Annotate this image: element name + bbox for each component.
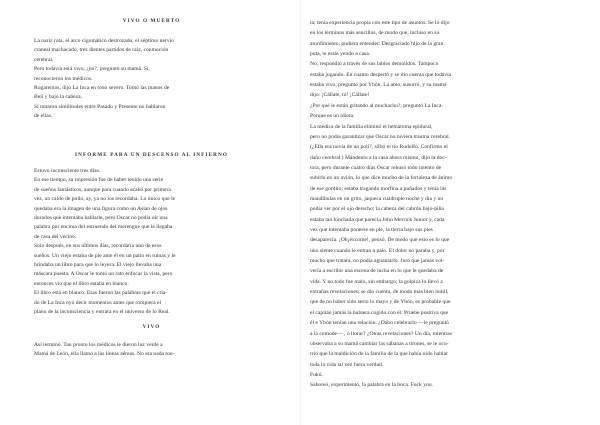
text-line: ¿Por qué le están gritando al muchacho?, preguntó La Inca. [310, 102, 443, 109]
text-line: dorados que intentaba hablarle, pero Oscar no podía oír una [34, 215, 168, 221]
page-gutter [300, 0, 301, 425]
text-line: plano de la inconsciencia y entrara en el universo de lo Real. [34, 309, 170, 315]
text-line: do de La Inca oyó decir momentos antes que rompiera el [34, 299, 162, 306]
text-line: que de no haber sido serio lo mayo y de Ybón, es probable que [310, 299, 451, 306]
text-line: podía ver por el ojo derecho; la cabeza del cabrón bajo-piña [310, 206, 444, 213]
text-line: él e Ybón tenían una relación. ¿Dabo celebrarlo —le preguntó [310, 320, 449, 327]
text-line: Sí notaron similitudes entre Pasado y Presente no hablaron [34, 103, 166, 110]
section-title-vivo-o-muerto: VIVO O MUERTO [122, 18, 181, 24]
text-line: máscara puesta. A Oscar le tomó un rato enfocar la vista, pero [34, 271, 173, 278]
text-line: Mamá de León, ella llamó a las líneas aéreas. No era nada ton- [34, 351, 175, 358]
text-line: quedaba era la imagen de una figura como un Aslan de ojos [34, 205, 168, 212]
text-line: Fukú. [310, 371, 323, 378]
text-line: cerebral. [34, 56, 54, 63]
text-line: estaba jugando. En cuanto despertó y se dio cuenta que todavía [310, 71, 452, 78]
text-line: Así terminó. Tan pronto los médicos le dieron luz verde a [34, 342, 163, 348]
text-line: en los términos más sencillos, de modo que, incluso en su [310, 30, 440, 37]
text-line: palabra por encima del estruendo del merengue que le llegaba [34, 224, 173, 231]
text-line: Beli y bajó la cabeza. [34, 94, 82, 101]
text-line: de ese gordito; estaba tragando morfina a puñados y tenía las [310, 185, 447, 192]
text-line: La nariz rota, el arco cigomático destrozado, el séptimo nervio [34, 38, 174, 44]
text-line: extrañas revelaciones; se dio cuenta, de modo más bien inútil, [310, 289, 449, 296]
text-line: pero no podía garantizar que Oscar no tuviera trauma cerebral. [310, 133, 451, 140]
text-line: Estuvo inconsciente tres días. [34, 168, 101, 174]
text-line: Saboreó, experimentó, la palabra en la boca. Fuck you. [310, 382, 434, 389]
text-line: daño cerebral.) Mándenlo a la casa ahora mismo, dijo la doc- [310, 154, 447, 161]
text-line: rrió que la maldición de la familia de la que había oído hablar [310, 351, 448, 358]
text-line: No, respondió a través de sus labios demolidos. Tampoco [310, 61, 439, 68]
text-line: toda la vida tal vez fuera verdad. [310, 361, 384, 368]
text-line: el capitán jamás la hubiera cogido con él. Pruebe positiva que [310, 309, 449, 316]
text-line: subirlo en un avión, lo que dice mucho de la fortaleza de ánimo [310, 175, 453, 182]
left-page [34, 0, 269, 425]
text-line: Rogaremos, dijo La Inca en tono severo. Tomó las manos de [34, 85, 170, 91]
text-line: de sueños fantásticos, aunque para cuando acabó por primera [34, 186, 171, 193]
text-line: desaparecía. ¡Oh¡éxcome!, pensó. De modo que esto es lo que [310, 237, 450, 244]
text-line: entonces vio que el libro estaba en blanco. [34, 280, 129, 287]
text-line: estaba vivo, preguntó por Ybón. La amo, susurró, y su mamá [310, 82, 447, 89]
text-line: uno siente cuando le entran a palo. El dolor no paraba y, por [310, 247, 445, 254]
text-line: vez que intentaba ponerse en pie, la tierra bajo sus pies [310, 227, 433, 233]
text-line: vería a escribir una escena de lucha en lo que le quedaba de [310, 268, 444, 275]
text-line: mandíbulas en un grito, jaqueca cuádruple noche y día y no [310, 195, 444, 202]
text-line: dijo: ¡Cállate, tú! ¡Cállate! [310, 92, 370, 99]
text-line: puta, te estás yendo a casa. [310, 51, 371, 58]
text-line: En ese tiempo, su impresión fue de haber tenido una serie [34, 177, 164, 184]
section-title-vivo: VIVO [142, 324, 161, 330]
text-line: La médica de la familia eliminó el hematoma epidural, [310, 123, 433, 130]
text-line: brindaba un libro para que lo leyera. El viejo llevaba una [34, 262, 162, 268]
right-page [310, 0, 542, 425]
text-line: Solo después, en sus últimos días, recordaría uno de esos [34, 243, 162, 250]
text-line: observaba a su mamá cambiar las sábanas a tirones, se le ocu- [310, 340, 449, 347]
text-line: vida. Y no todo fue malo, sin embargo; la golpiza lo llevó a [310, 278, 443, 285]
text-line: sueños. Un viejo estaba de pie ante él en un patio en ruinas y le [34, 252, 176, 259]
text-line: vez, un caldo de pollo, ay, ya no los recordaba. Lo único que le [34, 196, 176, 203]
text-line: ta; tenía experiencia propia con este tipo de asuntos. Se lo dijo [310, 20, 450, 26]
text-line: a la comode— , o llorar? ¿Otras revelaciones? Un día, mientras [310, 330, 452, 337]
text-line: estaba tan hinchada que parecía John Merrick Junior y, cada [310, 216, 445, 223]
text-line: aturdimiento, pudiera entender: Desgraciado hijo de la gran [310, 40, 444, 47]
section-title-informe: INFORME PARA UN DESCENSO AL INFIERNO [75, 152, 228, 158]
text-line: (¿Ella era novia de un poli?, silbó el tío Rudolfo. Confirmo el [310, 144, 448, 151]
text-line: craneal machacado, tres dientes partidos de raíz, conmoción [34, 47, 169, 54]
text-line: El libro está en blanco. Esas fueron las palabras que el cria- [34, 290, 168, 297]
text-line: tora, pero durante cuatro días Oscar rehusó todo intento de [310, 164, 442, 171]
text-line: Porque es un idiota. [310, 113, 355, 120]
text-line: mucho que tratara, no podía aguantarlo. Juró que jamás vol- [310, 258, 445, 265]
text-line: reconocieron los médicos. [34, 75, 93, 82]
text-line: de ellas. [34, 113, 53, 120]
text-line: de casa del vecino. [34, 233, 77, 240]
text-line: Pero todavía está vivo, ¿no?, preguntó su mamá. Sí, [34, 66, 150, 73]
